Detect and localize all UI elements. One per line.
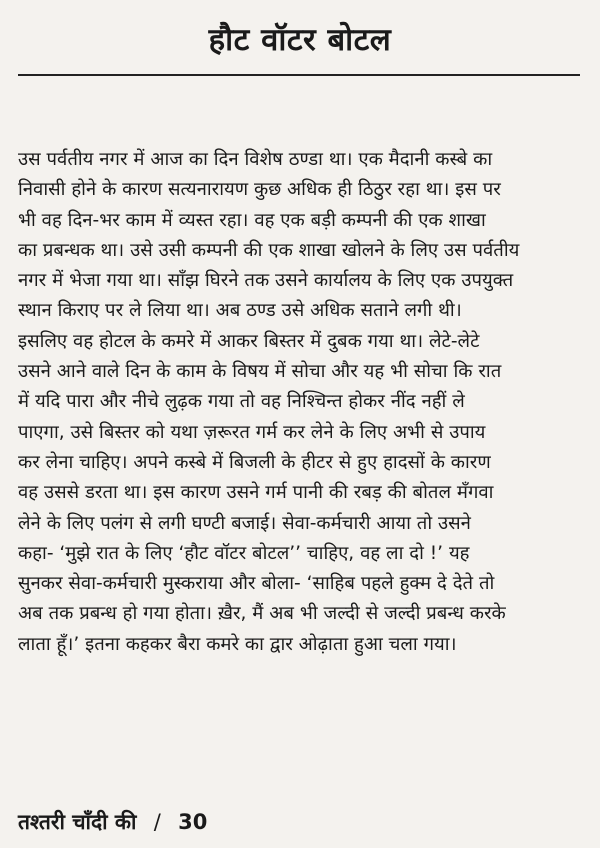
page-number: 30: [178, 810, 208, 834]
body-line: उस पर्वतीय नगर में आज का दिन विशेष ठण्डा था। एक मैदानी कस्बे का: [18, 149, 493, 170]
page-footer: [18, 808, 207, 836]
body-line: में यदि पारा और नीचे लुढ़क गया तो वह निश्चिन्त होकर नींद नहीं ले: [18, 391, 465, 413]
body-line: इसलिए वह होटल के कमरे में आकर बिस्तर में दुबक गया था। लेटे-लेटे: [18, 330, 480, 352]
body-line: निवासी होने के कारण सत्यनारायण कुछ अधिक ही ठिठुर रहा था। इस पर: [18, 179, 501, 201]
footer-separator: /: [153, 810, 161, 834]
body-line: का प्रबन्धक था। उसे उसी कम्पनी की एक शाखा खोलने के लिए उस पर्वतीय: [18, 239, 520, 261]
body-line: लाता हूँ।’ इतना कहकर बैरा कमरे का द्वार ओढ़ाता हुआ चला गया।: [18, 633, 457, 655]
body-line: नगर में भेजा गया था। साँझ घिरने तक उसने कार्यालय के लिए एक उपयुक्त: [18, 270, 514, 292]
body-line: वह उससे डरता था। इस कारण उसने गर्म पानी की रबड़ की बोतल मँगवा: [18, 482, 494, 504]
page-title: हौट वॉटर बोटल: [208, 22, 392, 58]
body-line: भी वह दिन-भर काम में व्यस्त रहा। वह एक बड़ी कम्पनी की एक शाखा: [18, 209, 486, 231]
body-line: लेने के लिए पलंग से लगी घण्टी बजाई। सेवा-कर्मचारी आया तो उसने: [18, 512, 471, 534]
book-title: तश्तरी चाँदी की: [18, 810, 137, 834]
story-body: [18, 145, 586, 660]
body-line: अब तक प्रबन्ध हो गया होता। ख़ैर, मैं अब भी जल्दी से जल्दी प्रबन्ध करके: [18, 603, 506, 625]
body-line: उसने आने वाले दिन के काम के विषय में सोचा और यह भी सोचा कि रात: [18, 361, 502, 383]
body-line: सुनकर सेवा-कर्मचारी मुस्कराया और बोला- ‘साहिब पहले हुक्म दे देते तो: [18, 573, 495, 595]
body-line: स्थान किराए पर ले लिया था। अब ठण्ड उसे अधिक सताने लगी थी।: [18, 300, 462, 322]
title-divider: [18, 74, 580, 76]
body-line: पाएगा, उसे बिस्तर को यथा ज़रूरत गर्म कर लेने के लिए अभी से उपाय: [18, 421, 486, 443]
body-line: कहा- ‘मुझे रात के लिए ‘हौट वॉटर बोटल’’ चाहिए, वह ला दो !’ यह: [18, 542, 470, 564]
body-line: कर लेना चाहिए। अपने कस्बे में बिजली के हीटर से हुए हादसों के कारण: [18, 451, 491, 473]
